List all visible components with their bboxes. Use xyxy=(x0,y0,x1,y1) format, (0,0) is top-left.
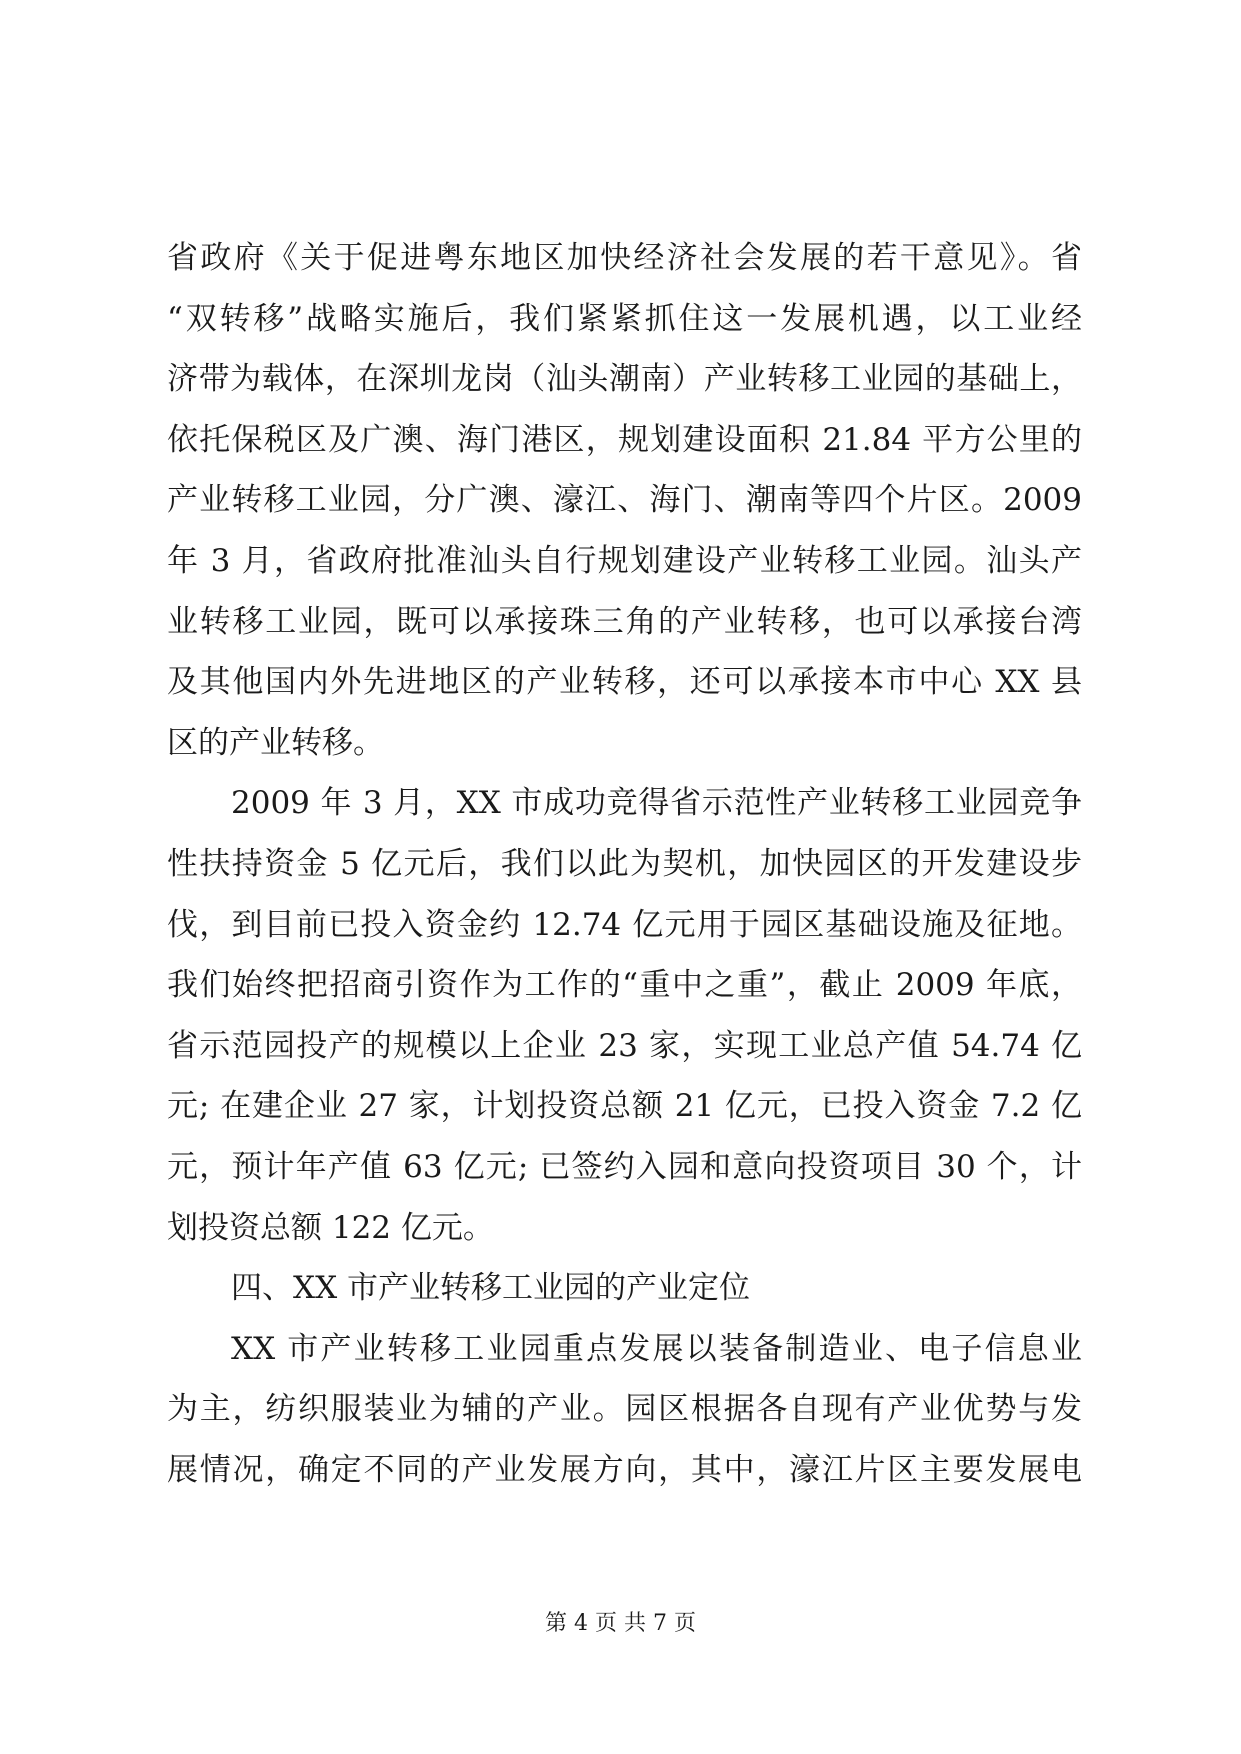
text-line: 业转移工业园，既可以承接珠三角的产业转移，也可以承接台湾 xyxy=(167,603,1082,640)
text-line: 元; 在建企业 27 家，计划投资总额 21 亿元，已投入资金 7.2 亿 xyxy=(167,1088,1082,1125)
section-heading: 四、XX 市产业转移工业园的产业定位 xyxy=(231,1270,750,1307)
text-line: 性扶持资金 5 亿元后，我们以此为契机，加快园区的开发建设步 xyxy=(167,845,1082,882)
body-text xyxy=(167,228,1082,1500)
text-line: 济带为载体，在深圳龙岗（汕头潮南）产业转移工业园的基础上， xyxy=(167,361,1082,398)
text-line: 伐，到目前已投入资金约 12.74 亿元用于园区基础设施及征地。 xyxy=(167,906,1082,943)
text-line: 区的产业转移。 xyxy=(167,724,384,761)
text-line: 产业转移工业园，分广澳、濠江、海门、潮南等四个片区。2009 xyxy=(167,482,1082,519)
text-line: 为主，纺织服装业为辅的产业。园区根据各自现有产业优势与发 xyxy=(167,1391,1082,1428)
text-line: 年 3 月，省政府批准汕头自行规划建设产业转移工业园。汕头产 xyxy=(167,542,1082,579)
paragraph-first-line: 2009 年 3 月，XX 市成功竞得省示范性产业转移工业园竞争 xyxy=(231,785,1082,822)
text-line: 划投资总额 122 亿元。 xyxy=(167,1209,494,1246)
text-line: “双转移”战略实施后，我们紧紧抓住这一发展机遇，以工业经 xyxy=(167,300,1082,337)
text-line: 及其他国内外先进地区的产业转移，还可以承接本市中心 XX 县 xyxy=(167,664,1082,701)
text-line: 元，预计年产值 63 亿元; 已签约入园和意向投资项目 30 个，计 xyxy=(167,1148,1082,1185)
paragraph-first-line: XX 市产业转移工业园重点发展以装备制造业、电子信息业 xyxy=(231,1330,1082,1367)
text-line: 依托保税区及广澳、海门港区，规划建设面积 21.84 平方公里的 xyxy=(167,421,1082,458)
text-line: 展情况，确定不同的产业发展方向，其中，濠江片区主要发展电 xyxy=(167,1451,1082,1488)
text-line: 我们始终把招商引资作为工作的“重中之重”，截止 2009 年底， xyxy=(167,967,1082,1004)
page-number-footer: 第 4 页 共 7 页 xyxy=(545,1611,696,1636)
text-line: 省政府《关于促进粤东地区加快经济社会发展的若干意见》。省 xyxy=(167,240,1082,276)
text-line: 省示范园投产的规模以上企业 23 家，实现工业总产值 54.74 亿 xyxy=(167,1027,1082,1064)
